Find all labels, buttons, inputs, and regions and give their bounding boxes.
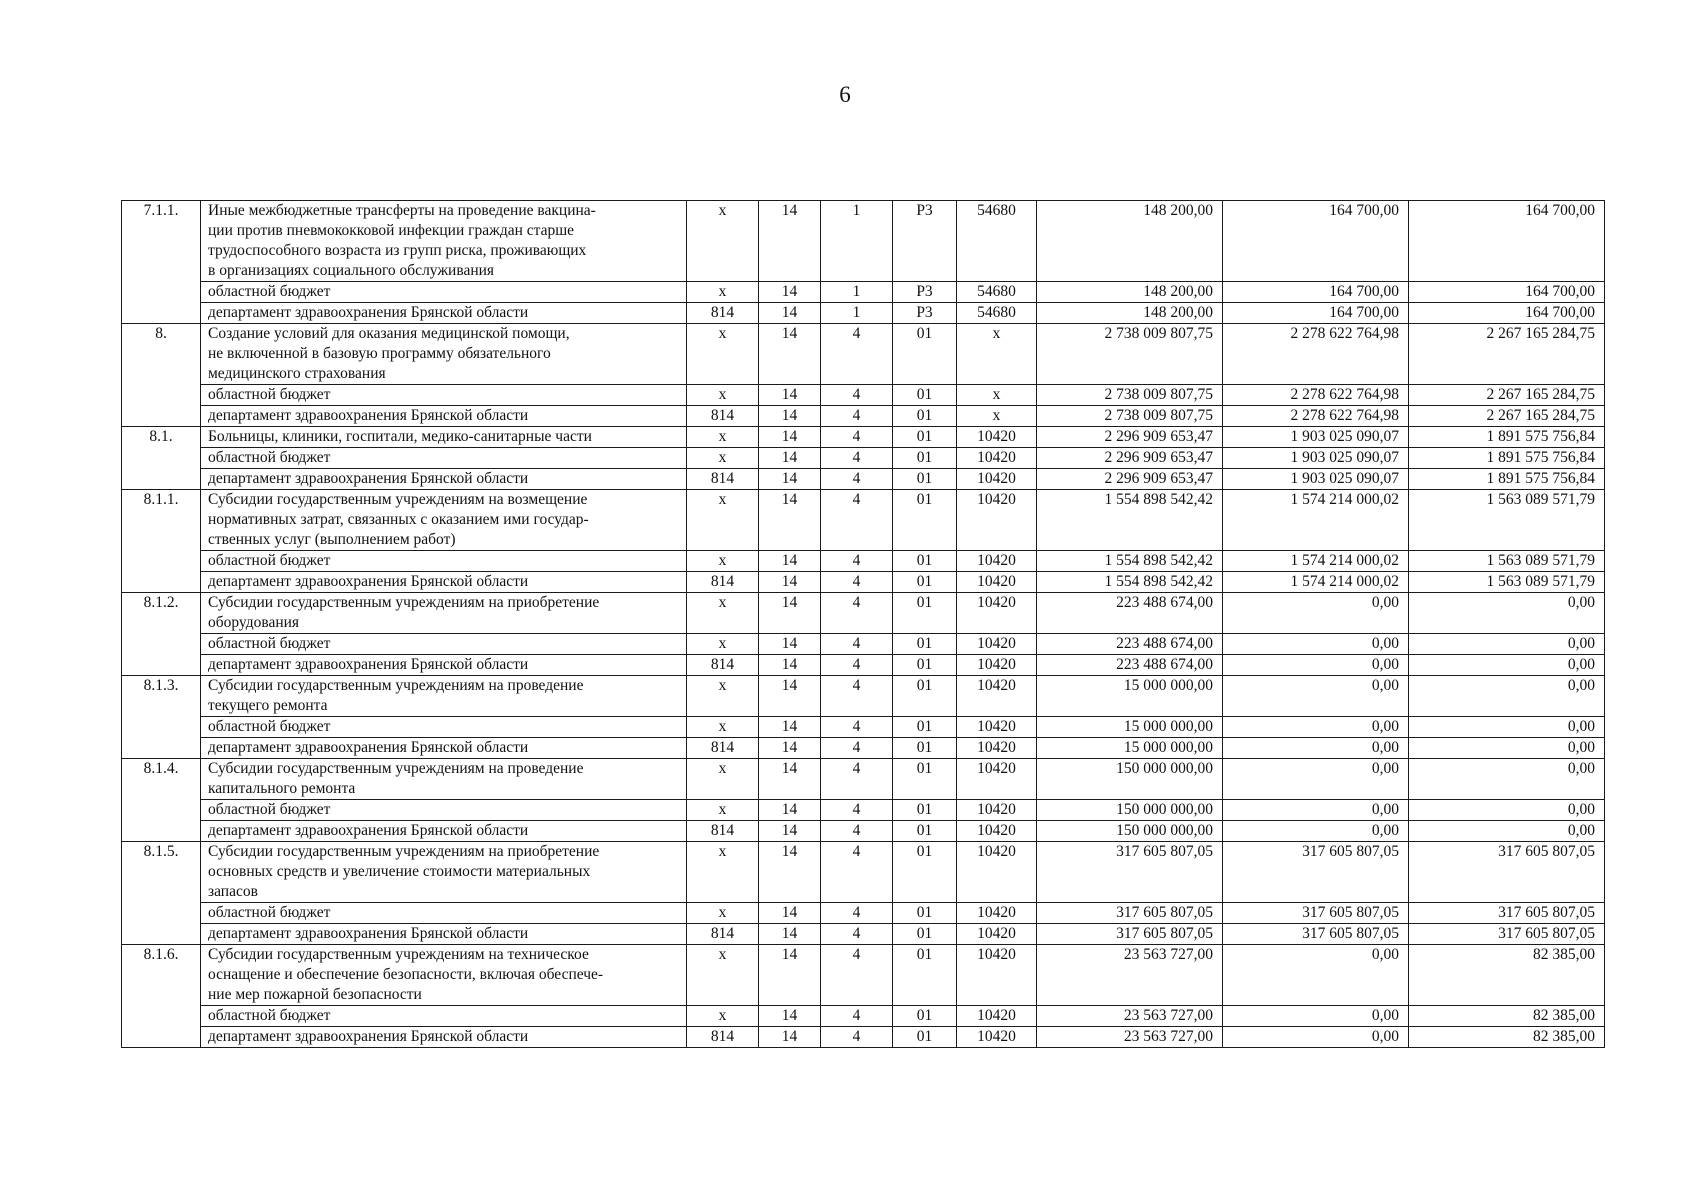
section-cell: 14 bbox=[759, 469, 821, 490]
main-manager-cell: 814 bbox=[687, 406, 759, 427]
target-article-cell: 01 bbox=[893, 759, 957, 800]
target-article-cell: 01 bbox=[893, 821, 957, 842]
target-article-cell: 01 bbox=[893, 903, 957, 924]
item-name-cell: областной бюджет bbox=[201, 800, 687, 821]
table-row-sub bbox=[122, 634, 1605, 655]
direction-cell: 10420 bbox=[957, 448, 1037, 469]
item-name-cell: областной бюджет bbox=[201, 282, 687, 303]
item-name-cell: областной бюджет bbox=[201, 448, 687, 469]
item-number-cell: 8.1.5. bbox=[122, 842, 201, 945]
direction-cell: 54680 bbox=[957, 201, 1037, 282]
target-article-cell: 01 bbox=[893, 924, 957, 945]
amount-year2-cell: 1 574 214 000,02 bbox=[1223, 551, 1409, 572]
table-row-item bbox=[122, 759, 1605, 800]
item-number-cell: 8.1.6. bbox=[122, 945, 201, 1048]
direction-cell: 10420 bbox=[957, 842, 1037, 903]
target-article-cell: Р3 bbox=[893, 303, 957, 324]
budget-table bbox=[121, 200, 1605, 1048]
target-article-cell: 01 bbox=[893, 842, 957, 903]
subsection-cell: 4 bbox=[821, 945, 893, 1006]
table-row-sub bbox=[122, 385, 1605, 406]
main-manager-cell: х bbox=[687, 385, 759, 406]
main-manager-cell: х bbox=[687, 759, 759, 800]
subsection-cell: 4 bbox=[821, 655, 893, 676]
main-manager-cell: 814 bbox=[687, 821, 759, 842]
table-row-sub bbox=[122, 903, 1605, 924]
direction-cell: 10420 bbox=[957, 800, 1037, 821]
subsection-cell: 4 bbox=[821, 490, 893, 551]
section-cell: 14 bbox=[759, 945, 821, 1006]
table-row-sub bbox=[122, 717, 1605, 738]
section-cell: 14 bbox=[759, 303, 821, 324]
item-number-cell: 8.1.2. bbox=[122, 593, 201, 676]
direction-cell: 10420 bbox=[957, 903, 1037, 924]
item-name-cell: Субсидии государственным учреждениям на приобретение основных средств и увеличение стоимости материальных запасов bbox=[201, 842, 687, 903]
amount-year3-cell: 0,00 bbox=[1409, 717, 1605, 738]
direction-cell: 10420 bbox=[957, 427, 1037, 448]
amount-year2-cell: 1 903 025 090,07 bbox=[1223, 427, 1409, 448]
section-cell: 14 bbox=[759, 385, 821, 406]
amount-year3-cell: 0,00 bbox=[1409, 593, 1605, 634]
item-number-cell: 8.1.1. bbox=[122, 490, 201, 593]
amount-year3-cell: 317 605 807,05 bbox=[1409, 842, 1605, 903]
item-name-cell: областной бюджет bbox=[201, 634, 687, 655]
amount-year1-cell: 2 738 009 807,75 bbox=[1037, 324, 1223, 385]
item-name-cell: Субсидии государственным учреждениям на приобретение оборудования bbox=[201, 593, 687, 634]
section-cell: 14 bbox=[759, 759, 821, 800]
section-cell: 14 bbox=[759, 800, 821, 821]
section-cell: 14 bbox=[759, 717, 821, 738]
amount-year3-cell: 1 891 575 756,84 bbox=[1409, 448, 1605, 469]
direction-cell: 10420 bbox=[957, 717, 1037, 738]
amount-year2-cell: 164 700,00 bbox=[1223, 201, 1409, 282]
direction-cell: 10420 bbox=[957, 759, 1037, 800]
main-manager-cell: 814 bbox=[687, 655, 759, 676]
amount-year1-cell: 223 488 674,00 bbox=[1037, 634, 1223, 655]
amount-year1-cell: 1 554 898 542,42 bbox=[1037, 572, 1223, 593]
item-name-cell: областной бюджет bbox=[201, 551, 687, 572]
table-row-item bbox=[122, 945, 1605, 1006]
target-article-cell: 01 bbox=[893, 427, 957, 448]
direction-cell: 10420 bbox=[957, 1027, 1037, 1048]
section-cell: 14 bbox=[759, 1006, 821, 1027]
direction-cell: 10420 bbox=[957, 551, 1037, 572]
direction-cell: 10420 bbox=[957, 469, 1037, 490]
main-manager-cell: х bbox=[687, 842, 759, 903]
subsection-cell: 4 bbox=[821, 676, 893, 717]
main-manager-cell: х bbox=[687, 448, 759, 469]
item-name-cell: Иные межбюджетные трансферты на проведение вакцина- ции против пневмококковой инфекции граждан старше трудоспособного возраста из групп риска, проживающих в организациях социального обслуживания bbox=[201, 201, 687, 282]
amount-year1-cell: 15 000 000,00 bbox=[1037, 717, 1223, 738]
amount-year2-cell: 0,00 bbox=[1223, 676, 1409, 717]
main-manager-cell: х bbox=[687, 324, 759, 385]
main-manager-cell: х bbox=[687, 676, 759, 717]
amount-year2-cell: 0,00 bbox=[1223, 945, 1409, 1006]
amount-year2-cell: 0,00 bbox=[1223, 738, 1409, 759]
amount-year2-cell: 2 278 622 764,98 bbox=[1223, 324, 1409, 385]
section-cell: 14 bbox=[759, 324, 821, 385]
table-row-item bbox=[122, 593, 1605, 634]
amount-year1-cell: 223 488 674,00 bbox=[1037, 655, 1223, 676]
target-article-cell: Р3 bbox=[893, 201, 957, 282]
main-manager-cell: х bbox=[687, 551, 759, 572]
amount-year3-cell: 1 563 089 571,79 bbox=[1409, 572, 1605, 593]
amount-year1-cell: 150 000 000,00 bbox=[1037, 759, 1223, 800]
target-article-cell: 01 bbox=[893, 945, 957, 1006]
amount-year1-cell: 15 000 000,00 bbox=[1037, 738, 1223, 759]
section-cell: 14 bbox=[759, 427, 821, 448]
target-article-cell: 01 bbox=[893, 490, 957, 551]
amount-year1-cell: 148 200,00 bbox=[1037, 303, 1223, 324]
subsection-cell: 4 bbox=[821, 924, 893, 945]
amount-year3-cell: 0,00 bbox=[1409, 676, 1605, 717]
item-number-cell: 8.1. bbox=[122, 427, 201, 490]
subsection-cell: 4 bbox=[821, 385, 893, 406]
section-cell: 14 bbox=[759, 903, 821, 924]
amount-year2-cell: 0,00 bbox=[1223, 1027, 1409, 1048]
amount-year1-cell: 148 200,00 bbox=[1037, 282, 1223, 303]
subsection-cell: 4 bbox=[821, 800, 893, 821]
amount-year3-cell: 0,00 bbox=[1409, 634, 1605, 655]
target-article-cell: 01 bbox=[893, 406, 957, 427]
target-article-cell: 01 bbox=[893, 572, 957, 593]
amount-year3-cell: 0,00 bbox=[1409, 800, 1605, 821]
direction-cell: 10420 bbox=[957, 821, 1037, 842]
section-cell: 14 bbox=[759, 634, 821, 655]
target-article-cell: 01 bbox=[893, 717, 957, 738]
subsection-cell: 1 bbox=[821, 282, 893, 303]
main-manager-cell: 814 bbox=[687, 469, 759, 490]
amount-year2-cell: 1 574 214 000,02 bbox=[1223, 572, 1409, 593]
amount-year2-cell: 317 605 807,05 bbox=[1223, 842, 1409, 903]
item-name-cell: Субсидии государственным учреждениям на проведение капитального ремонта bbox=[201, 759, 687, 800]
subsection-cell: 4 bbox=[821, 759, 893, 800]
section-cell: 14 bbox=[759, 655, 821, 676]
amount-year3-cell: 2 267 165 284,75 bbox=[1409, 324, 1605, 385]
amount-year2-cell: 164 700,00 bbox=[1223, 303, 1409, 324]
table-row-sub bbox=[122, 406, 1605, 427]
section-cell: 14 bbox=[759, 593, 821, 634]
item-number-cell: 8. bbox=[122, 324, 201, 427]
amount-year2-cell: 0,00 bbox=[1223, 821, 1409, 842]
item-name-cell: департамент здравоохранения Брянской области bbox=[201, 572, 687, 593]
main-manager-cell: х bbox=[687, 593, 759, 634]
item-name-cell: департамент здравоохранения Брянской области bbox=[201, 406, 687, 427]
amount-year2-cell: 0,00 bbox=[1223, 759, 1409, 800]
amount-year2-cell: 2 278 622 764,98 bbox=[1223, 385, 1409, 406]
amount-year1-cell: 23 563 727,00 bbox=[1037, 945, 1223, 1006]
table-row-item bbox=[122, 676, 1605, 717]
direction-cell: 54680 bbox=[957, 282, 1037, 303]
main-manager-cell: х bbox=[687, 634, 759, 655]
amount-year1-cell: 1 554 898 542,42 bbox=[1037, 551, 1223, 572]
table-row-item bbox=[122, 324, 1605, 385]
amount-year3-cell: 0,00 bbox=[1409, 655, 1605, 676]
item-name-cell: Субсидии государственным учреждениям на возмещение нормативных затрат, связанных с оказанием ими государ- ственных услуг (выполнением работ) bbox=[201, 490, 687, 551]
table-row-sub bbox=[122, 448, 1605, 469]
table-row-sub bbox=[122, 924, 1605, 945]
amount-year3-cell: 82 385,00 bbox=[1409, 945, 1605, 1006]
amount-year2-cell: 317 605 807,05 bbox=[1223, 924, 1409, 945]
amount-year2-cell: 1 903 025 090,07 bbox=[1223, 448, 1409, 469]
amount-year2-cell: 2 278 622 764,98 bbox=[1223, 406, 1409, 427]
subsection-cell: 4 bbox=[821, 469, 893, 490]
item-name-cell: Субсидии государственным учреждениям на проведение текущего ремонта bbox=[201, 676, 687, 717]
amount-year3-cell: 164 700,00 bbox=[1409, 303, 1605, 324]
amount-year3-cell: 164 700,00 bbox=[1409, 282, 1605, 303]
table-row-sub bbox=[122, 1006, 1605, 1027]
amount-year1-cell: 317 605 807,05 bbox=[1037, 842, 1223, 903]
amount-year1-cell: 223 488 674,00 bbox=[1037, 593, 1223, 634]
direction-cell: 10420 bbox=[957, 655, 1037, 676]
target-article-cell: 01 bbox=[893, 385, 957, 406]
direction-cell: 10420 bbox=[957, 634, 1037, 655]
table-row-sub bbox=[122, 738, 1605, 759]
table-row-sub bbox=[122, 572, 1605, 593]
direction-cell: х bbox=[957, 324, 1037, 385]
table-row-sub bbox=[122, 1027, 1605, 1048]
section-cell: 14 bbox=[759, 1027, 821, 1048]
main-manager-cell: х bbox=[687, 903, 759, 924]
table-row-sub bbox=[122, 469, 1605, 490]
subsection-cell: 4 bbox=[821, 903, 893, 924]
amount-year2-cell: 1 903 025 090,07 bbox=[1223, 469, 1409, 490]
target-article-cell: 01 bbox=[893, 1006, 957, 1027]
subsection-cell: 4 bbox=[821, 572, 893, 593]
section-cell: 14 bbox=[759, 406, 821, 427]
target-article-cell: 01 bbox=[893, 551, 957, 572]
amount-year1-cell: 2 296 909 653,47 bbox=[1037, 448, 1223, 469]
section-cell: 14 bbox=[759, 676, 821, 717]
target-article-cell: 01 bbox=[893, 634, 957, 655]
section-cell: 14 bbox=[759, 924, 821, 945]
table-row-sub bbox=[122, 655, 1605, 676]
subsection-cell: 4 bbox=[821, 717, 893, 738]
table-row-item bbox=[122, 842, 1605, 903]
amount-year1-cell: 1 554 898 542,42 bbox=[1037, 490, 1223, 551]
item-number-cell: 8.1.3. bbox=[122, 676, 201, 759]
target-article-cell: 01 bbox=[893, 593, 957, 634]
table-row-sub bbox=[122, 800, 1605, 821]
table-row-sub bbox=[122, 282, 1605, 303]
item-name-cell: департамент здравоохранения Брянской области bbox=[201, 738, 687, 759]
main-manager-cell: 814 bbox=[687, 572, 759, 593]
item-name-cell: Субсидии государственным учреждениям на техническое оснащение и обеспечение безопасности, включая обеспече- ние мер пожарной безопасности bbox=[201, 945, 687, 1006]
amount-year1-cell: 2 738 009 807,75 bbox=[1037, 385, 1223, 406]
target-article-cell: 01 bbox=[893, 469, 957, 490]
amount-year2-cell: 1 574 214 000,02 bbox=[1223, 490, 1409, 551]
subsection-cell: 4 bbox=[821, 427, 893, 448]
main-manager-cell: х bbox=[687, 490, 759, 551]
subsection-cell: 4 bbox=[821, 1006, 893, 1027]
target-article-cell: 01 bbox=[893, 448, 957, 469]
table-row-item bbox=[122, 201, 1605, 282]
amount-year2-cell: 0,00 bbox=[1223, 634, 1409, 655]
target-article-cell: Р3 bbox=[893, 282, 957, 303]
amount-year2-cell: 164 700,00 bbox=[1223, 282, 1409, 303]
direction-cell: 10420 bbox=[957, 1006, 1037, 1027]
amount-year3-cell: 82 385,00 bbox=[1409, 1027, 1605, 1048]
page-number: 6 bbox=[839, 82, 851, 107]
table-row-sub bbox=[122, 821, 1605, 842]
main-manager-cell: 814 bbox=[687, 924, 759, 945]
main-manager-cell: х bbox=[687, 1006, 759, 1027]
subsection-cell: 4 bbox=[821, 1027, 893, 1048]
subsection-cell: 4 bbox=[821, 324, 893, 385]
direction-cell: 10420 bbox=[957, 738, 1037, 759]
main-manager-cell: х bbox=[687, 717, 759, 738]
amount-year3-cell: 2 267 165 284,75 bbox=[1409, 385, 1605, 406]
amount-year1-cell: 150 000 000,00 bbox=[1037, 821, 1223, 842]
amount-year1-cell: 2 296 909 653,47 bbox=[1037, 427, 1223, 448]
main-manager-cell: 814 bbox=[687, 1027, 759, 1048]
direction-cell: х bbox=[957, 406, 1037, 427]
amount-year1-cell: 2 738 009 807,75 bbox=[1037, 406, 1223, 427]
amount-year3-cell: 317 605 807,05 bbox=[1409, 903, 1605, 924]
subsection-cell: 1 bbox=[821, 201, 893, 282]
table-row-item bbox=[122, 427, 1605, 448]
subsection-cell: 4 bbox=[821, 738, 893, 759]
amount-year3-cell: 317 605 807,05 bbox=[1409, 924, 1605, 945]
item-name-cell: областной бюджет bbox=[201, 1006, 687, 1027]
main-manager-cell: х bbox=[687, 282, 759, 303]
direction-cell: х bbox=[957, 385, 1037, 406]
amount-year2-cell: 0,00 bbox=[1223, 655, 1409, 676]
section-cell: 14 bbox=[759, 738, 821, 759]
direction-cell: 10420 bbox=[957, 945, 1037, 1006]
amount-year1-cell: 23 563 727,00 bbox=[1037, 1027, 1223, 1048]
direction-cell: 10420 bbox=[957, 490, 1037, 551]
section-cell: 14 bbox=[759, 821, 821, 842]
amount-year3-cell: 82 385,00 bbox=[1409, 1006, 1605, 1027]
amount-year2-cell: 0,00 bbox=[1223, 717, 1409, 738]
section-cell: 14 bbox=[759, 842, 821, 903]
amount-year2-cell: 0,00 bbox=[1223, 1006, 1409, 1027]
direction-cell: 10420 bbox=[957, 572, 1037, 593]
direction-cell: 10420 bbox=[957, 924, 1037, 945]
section-cell: 14 bbox=[759, 490, 821, 551]
item-name-cell: областной бюджет bbox=[201, 903, 687, 924]
item-name-cell: Больницы, клиники, госпитали, медико-санитарные части bbox=[201, 427, 687, 448]
direction-cell: 54680 bbox=[957, 303, 1037, 324]
item-name-cell: областной бюджет bbox=[201, 385, 687, 406]
table-row-sub bbox=[122, 303, 1605, 324]
target-article-cell: 01 bbox=[893, 800, 957, 821]
section-cell: 14 bbox=[759, 448, 821, 469]
main-manager-cell: х bbox=[687, 800, 759, 821]
amount-year2-cell: 0,00 bbox=[1223, 800, 1409, 821]
target-article-cell: 01 bbox=[893, 324, 957, 385]
amount-year3-cell: 0,00 bbox=[1409, 759, 1605, 800]
subsection-cell: 4 bbox=[821, 821, 893, 842]
section-cell: 14 bbox=[759, 551, 821, 572]
item-name-cell: департамент здравоохранения Брянской области bbox=[201, 924, 687, 945]
amount-year1-cell: 23 563 727,00 bbox=[1037, 1006, 1223, 1027]
subsection-cell: 4 bbox=[821, 634, 893, 655]
main-manager-cell: х bbox=[687, 427, 759, 448]
main-manager-cell: х bbox=[687, 201, 759, 282]
subsection-cell: 4 bbox=[821, 551, 893, 572]
direction-cell: 10420 bbox=[957, 676, 1037, 717]
amount-year1-cell: 148 200,00 bbox=[1037, 201, 1223, 282]
amount-year3-cell: 0,00 bbox=[1409, 821, 1605, 842]
target-article-cell: 01 bbox=[893, 676, 957, 717]
main-manager-cell: 814 bbox=[687, 303, 759, 324]
section-cell: 14 bbox=[759, 201, 821, 282]
direction-cell: 10420 bbox=[957, 593, 1037, 634]
table-body bbox=[122, 201, 1605, 1048]
amount-year1-cell: 150 000 000,00 bbox=[1037, 800, 1223, 821]
subsection-cell: 4 bbox=[821, 406, 893, 427]
subsection-cell: 1 bbox=[821, 303, 893, 324]
item-name-cell: департамент здравоохранения Брянской области bbox=[201, 821, 687, 842]
target-article-cell: 01 bbox=[893, 738, 957, 759]
subsection-cell: 4 bbox=[821, 593, 893, 634]
amount-year1-cell: 317 605 807,05 bbox=[1037, 924, 1223, 945]
item-name-cell: департамент здравоохранения Брянской области bbox=[201, 1027, 687, 1048]
amount-year3-cell: 1 563 089 571,79 bbox=[1409, 551, 1605, 572]
subsection-cell: 4 bbox=[821, 842, 893, 903]
amount-year3-cell: 1 891 575 756,84 bbox=[1409, 469, 1605, 490]
amount-year3-cell: 1 891 575 756,84 bbox=[1409, 427, 1605, 448]
target-article-cell: 01 bbox=[893, 655, 957, 676]
item-name-cell: областной бюджет bbox=[201, 717, 687, 738]
main-manager-cell: х bbox=[687, 945, 759, 1006]
amount-year3-cell: 0,00 bbox=[1409, 738, 1605, 759]
item-name-cell: департамент здравоохранения Брянской области bbox=[201, 469, 687, 490]
item-number-cell: 8.1.4. bbox=[122, 759, 201, 842]
amount-year3-cell: 1 563 089 571,79 bbox=[1409, 490, 1605, 551]
amount-year1-cell: 15 000 000,00 bbox=[1037, 676, 1223, 717]
table-row-sub bbox=[122, 551, 1605, 572]
item-number-cell: 7.1.1. bbox=[122, 201, 201, 324]
subsection-cell: 4 bbox=[821, 448, 893, 469]
amount-year2-cell: 0,00 bbox=[1223, 593, 1409, 634]
item-name-cell: департамент здравоохранения Брянской области bbox=[201, 655, 687, 676]
target-article-cell: 01 bbox=[893, 1027, 957, 1048]
amount-year1-cell: 317 605 807,05 bbox=[1037, 903, 1223, 924]
main-manager-cell: 814 bbox=[687, 738, 759, 759]
amount-year3-cell: 164 700,00 bbox=[1409, 201, 1605, 282]
amount-year2-cell: 317 605 807,05 bbox=[1223, 903, 1409, 924]
item-name-cell: департамент здравоохранения Брянской области bbox=[201, 303, 687, 324]
table-row-item bbox=[122, 490, 1605, 551]
section-cell: 14 bbox=[759, 572, 821, 593]
section-cell: 14 bbox=[759, 282, 821, 303]
item-name-cell: Создание условий для оказания медицинской помощи, не включенной в базовую программу обязательного медицинского страхования bbox=[201, 324, 687, 385]
amount-year1-cell: 2 296 909 653,47 bbox=[1037, 469, 1223, 490]
amount-year3-cell: 2 267 165 284,75 bbox=[1409, 406, 1605, 427]
